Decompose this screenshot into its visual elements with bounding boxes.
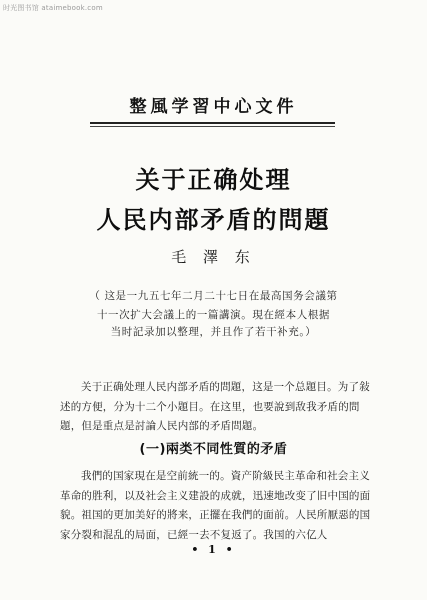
editorial-note-line-1: （ 这是一九五七年二月二十七日在最高国务会議第 (89, 290, 338, 302)
intro-paragraph (60, 378, 380, 437)
editorial-note-line-2: 十一次扩大会議上的一篇講演。現在經本人根据 (96, 309, 331, 321)
body-paragraph (60, 467, 380, 545)
intro-paragraph-text: 关于正确处理人民内部矛盾的問題，这是一个总題目。为了敍述的方便，分为十二个小題目。在这里，也要說到敌我矛盾的問題，但是重点是討論人民内部的矛盾問題。 (60, 381, 370, 432)
author: 毛 澤 东 (171, 248, 256, 266)
editorial-note-line-3: 当时記录加以整理，并且作了若干补充。） (110, 326, 317, 338)
section-heading: (一)兩类不同性質的矛盾 (139, 442, 288, 457)
watermark: 时光图书馆 ataimebook.com (3, 4, 103, 12)
main-title-line-2: 人民内部矛盾的問題 (96, 205, 331, 234)
body-paragraph-text: 我們的国家現在是空前統一的。資产阶級民主革命和社会主义革命的胜利，以及社会主义建設的成就，迅速地改变了旧中国的面貌。祖国的更加美好的將来，正擺在我們的面前。人民所厭惡的国家分裂和混乱的局面，已經一去不复返了。我国的六亿人 (60, 470, 371, 541)
page-number: • 1 • (191, 543, 236, 556)
title-rule-thick (90, 122, 335, 124)
series-title: 整風学習中心文件 (129, 97, 298, 117)
main-title-line-1: 关于正确处理 (135, 165, 292, 194)
title-rule-thin (90, 126, 335, 127)
